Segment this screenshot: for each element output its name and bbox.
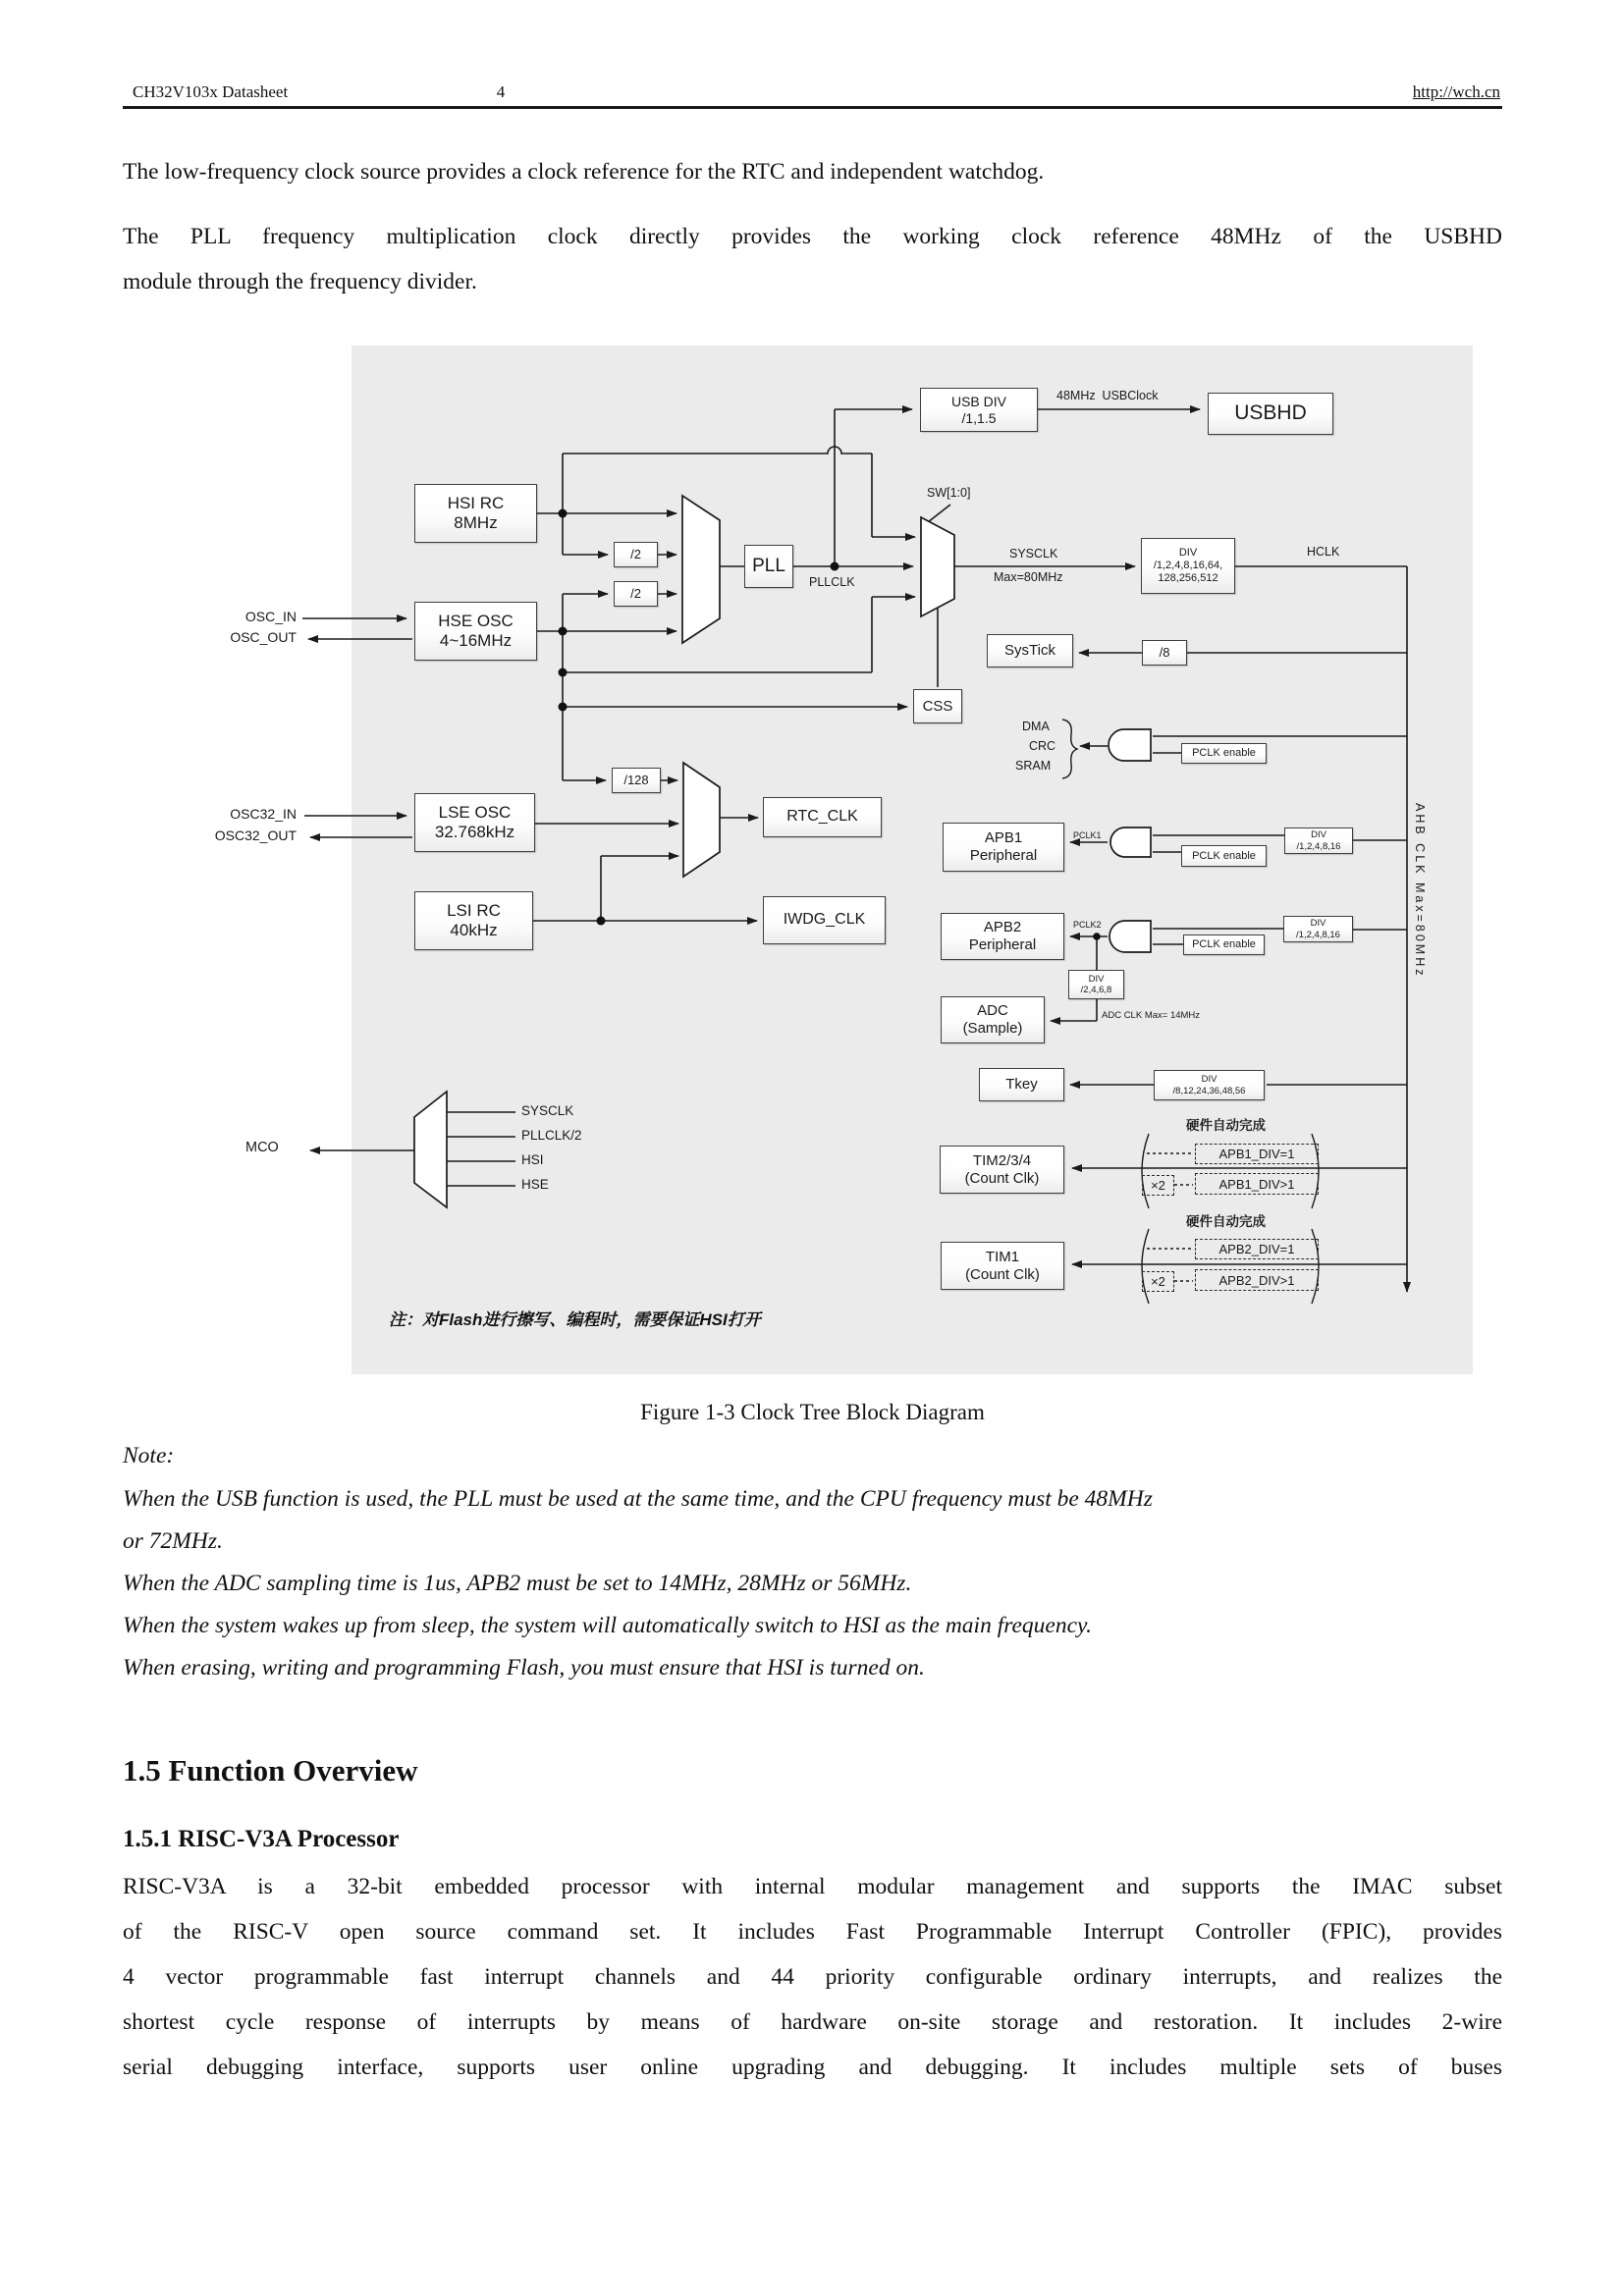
box-text: 128,256,512 [1158,571,1218,584]
dashed-box-apb2-div-eq1: APB2_DIV=1 [1195,1239,1319,1259]
label-usb-clock: 48MHz USBClock [1056,389,1159,402]
box-text: (Sample) [962,1020,1023,1037]
box-pclk-enable-2 [1181,845,1267,867]
box-tim234 [940,1146,1064,1194]
box-text: /1,2,4,8,16 [1296,929,1340,940]
box-text: Peripheral [968,936,1037,953]
label-mco-src-sysclk: SYSCLK [521,1103,574,1118]
label-hclk: HCLK [1307,545,1340,559]
box-adc-div [1068,970,1124,999]
header-rule [123,106,1502,109]
box-usb-div [920,388,1038,432]
body-line: serial debugging interface, supports user online upgrading and debugging. It includes multiple sets of buses [123,2055,1502,2080]
page-number: 4 [496,82,506,101]
box-text: 32.768kHz [434,823,515,841]
note-line: When erasing, writing and programming Flash, you must ensure that HSI is turned on. [123,1655,925,1681]
label-ahb-clk: AHB CLK Max=80MHz [1412,803,1427,979]
box-text: DIV [1178,547,1198,560]
box-text: HSE OSC [438,611,514,630]
box-text: /128 [623,773,649,788]
intro-paragraph-2-line-1: The PLL frequency multiplication clock directly provides the working clock reference 48MHz of the USBHD [123,224,1502,249]
box-lse-osc [414,793,535,852]
label-mco-src-pllclk2: PLLCLK/2 [521,1128,582,1143]
box-text: PCLK enable [1192,747,1256,760]
box-text: Peripheral [969,847,1038,864]
note-label: Note: [123,1443,175,1468]
label-pllclk: PLLCLK [809,575,855,589]
box-div128 [612,768,661,793]
label-osc-out: OSC_OUT [230,629,297,645]
box-text: /1,2,4,8,16 [1296,840,1341,852]
box-apb2 [941,913,1064,960]
box-lsi-rc [414,891,533,950]
subsection-heading: 1.5.1 RISC-V3A Processor [123,1826,400,1852]
box-systick [987,634,1073,667]
box-css [913,689,962,723]
box-text: DIV [1201,1074,1217,1086]
box-text: TIM1 [985,1248,1020,1265]
box-text: /8,12,24,36,48,56 [1172,1085,1246,1096]
dashed-box-x2-apb1: ×2 [1142,1175,1174,1196]
box-text: DIV [1088,973,1105,985]
label-mco-src-hse: HSE [521,1177,549,1192]
box-pclk-enable-1 [1181,743,1267,764]
box-text: LSI RC [447,900,501,920]
box-text: /2 [630,547,641,562]
box-text: APB1 [984,829,1023,847]
label-hw-auto-1: 硬件自动完成 [1186,1118,1266,1133]
box-text: DIV [1310,918,1326,930]
box-hse-osc [414,602,537,661]
body-line: RISC-V3A is a 32-bit embedded processor with internal modular management and supports the IMAC subset [123,1874,1502,1899]
box-pclk-enable-3 [1183,934,1265,955]
label-osc-in: OSC_IN [244,609,297,624]
box-text: /2 [630,586,641,602]
box-usbhd [1208,393,1333,435]
figure-caption: Figure 1-3 Clock Tree Block Diagram [640,1400,985,1424]
label-pclk2: PCLK2 [1073,920,1102,930]
label-sysclk: SYSCLK [1009,547,1058,561]
label-crc: CRC [1029,739,1056,753]
box-text: (Count Clk) [965,1265,1040,1283]
intro-paragraph-2-line-2: module through the frequency divider. [123,269,477,294]
box-text: Tkey [1005,1076,1038,1094]
box-text: RTC_CLK [786,808,858,826]
box-text: HSI RC [447,493,505,512]
box-div2-hse [614,581,658,607]
label-osc32-in: OSC32_IN [230,806,297,822]
box-apb1 [943,823,1064,872]
box-text: PCLK enable [1192,938,1256,951]
box-apb2-div [1283,916,1353,942]
intro-paragraph-1: The low-frequency clock source provides a clock reference for the RTC and independent watchdog. [123,159,1045,185]
box-text: PCLK enable [1192,849,1256,862]
box-rtc-clk [763,797,882,837]
box-div8 [1142,640,1187,666]
box-text: USBHD [1234,401,1307,425]
section-heading: 1.5 Function Overview [123,1753,418,1788]
label-osc32-out: OSC32_OUT [214,828,297,843]
dashed-box-apb1-div-eq1: APB1_DIV=1 [1195,1144,1319,1164]
box-text: /1,1.5 [961,409,997,426]
label-mco-src-hsi: HSI [521,1152,544,1167]
box-tim1 [941,1242,1064,1290]
doc-title: CH32V103x Datasheet [133,82,289,101]
note-line: When the ADC sampling time is 1us, APB2 must be set to 14MHz, 28MHz or 56MHz. [123,1571,912,1596]
box-tkey-div [1154,1070,1265,1100]
box-text: SysTick [1004,642,1055,660]
note-line: or 72MHz. [123,1528,223,1554]
dashed-box-x2-apb2: ×2 [1142,1271,1174,1292]
label-adc-clk-max: ADC CLK Max= 14MHz [1102,1010,1201,1021]
header-link[interactable]: http://wch.cn [1412,82,1500,101]
box-text: IWDG_CLK [783,911,866,929]
box-adc [941,996,1045,1043]
box-text: PLL [752,555,785,576]
body-line: 4 vector programmable fast interrupt channels and 44 priority configurable ordinary interrupts, and realizes the [123,1964,1502,1990]
label-mco: MCO [245,1140,279,1155]
body-line: shortest cycle response of interrupts by means of hardware on-site storage and restoration. It includes 2-wire [123,2009,1502,2035]
diagram-note: 注：对Flash进行擦写、编程时，需要保证HSI打开 [389,1310,761,1329]
dashed-box-apb1-div-gt1: APB1_DIV>1 [1195,1173,1319,1195]
box-div2-hsi [614,542,658,567]
box-text: USB DIV [950,393,1006,409]
box-text: TIM2/3/4 [972,1151,1032,1169]
note-line: When the system wakes up from sleep, the system will automatically switch to HSI as the main frequency. [123,1613,1093,1638]
box-tkey [979,1068,1064,1101]
box-text: /1,2,4,8,16,64, [1153,560,1223,572]
box-text: APB2 [983,919,1022,936]
box-text: DIV [1311,829,1326,841]
box-text: CSS [922,697,953,715]
body-line: of the RISC-V open source command set. It includes Fast Programmable Interrupt Controller (FPIC), provides [123,1919,1502,1945]
box-hsi-rc [414,484,537,543]
label-sysclk-max: Max=80MHz [994,570,1063,584]
box-text: /8 [1159,645,1170,661]
box-text: (Count Clk) [964,1169,1040,1187]
label-hw-auto-2: 硬件自动完成 [1186,1214,1266,1229]
box-ahb-div [1141,538,1235,594]
label-dma: DMA [1022,720,1050,733]
box-text: LSE OSC [438,802,512,822]
box-text: 8MHz [454,513,498,532]
box-text: 4~16MHz [439,631,513,650]
box-text: 40kHz [450,921,498,939]
box-pll [744,545,793,588]
box-text: /2,4,6,8 [1080,985,1112,995]
label-sw-bits: SW[1:0] [927,486,971,500]
dashed-box-apb2-div-gt1: APB2_DIV>1 [1195,1269,1319,1291]
label-pclk1: PCLK1 [1073,830,1102,840]
label-sram: SRAM [1015,759,1052,773]
box-apb1-div [1284,828,1353,854]
note-line: When the USB function is used, the PLL must be used at the same time, and the CPU frequency must be 48MHz [123,1486,1153,1512]
box-iwdg-clk [763,896,886,944]
box-text: ADC [977,1002,1008,1020]
